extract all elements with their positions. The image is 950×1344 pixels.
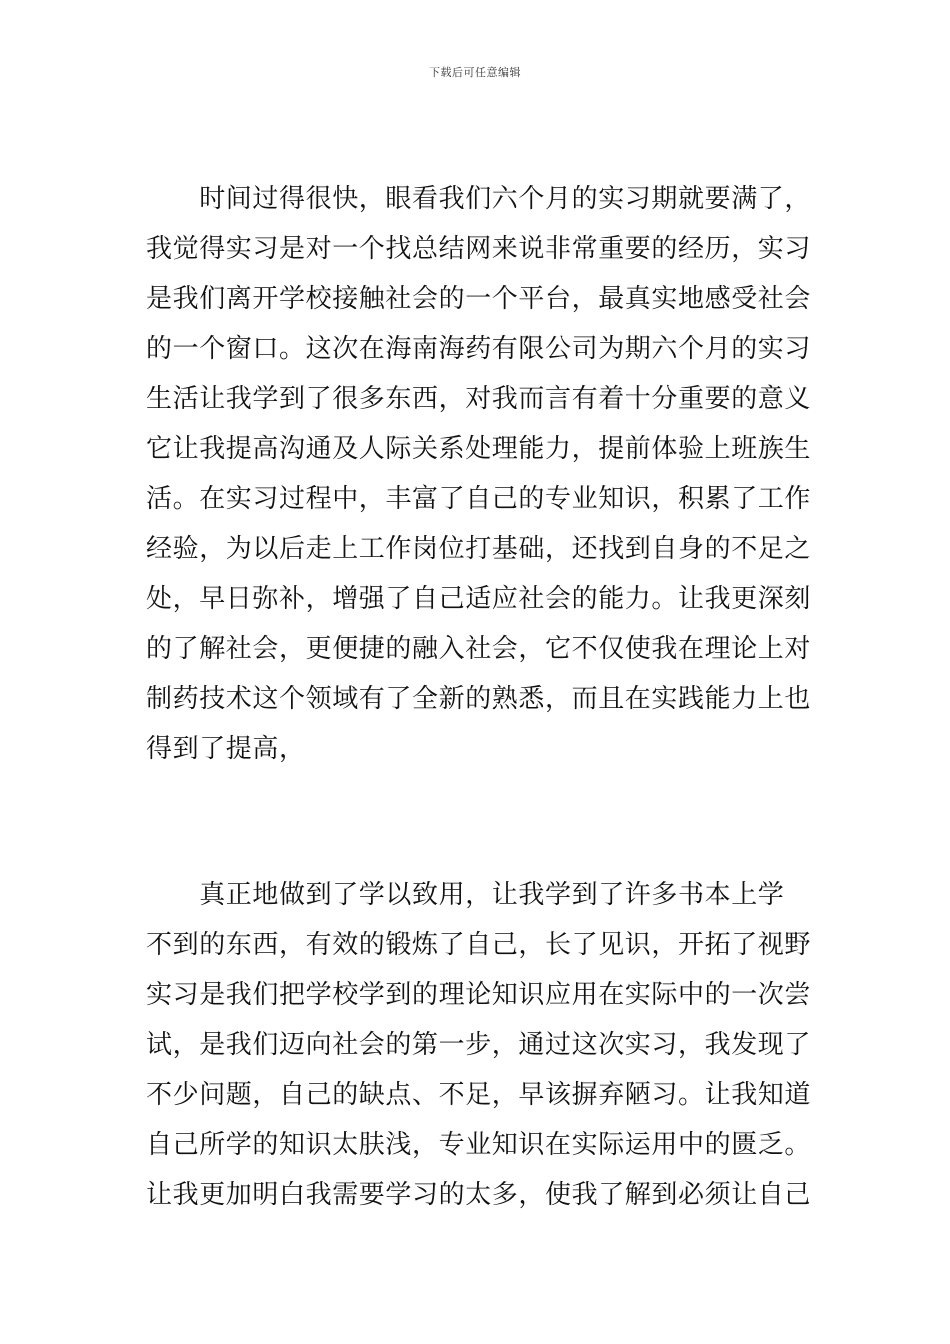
text-line: 不少问题，自己的缺点、不足，早该摒弃陋习。让我知道 <box>146 1080 812 1110</box>
page-header: 下载后可任意编辑 <box>429 66 521 79</box>
text-line: 制药技术这个领域有了全新的熟悉，而且在实践能力上也 <box>146 684 812 714</box>
text-line: 真正地做到了学以致用，让我学到了许多书本上学 <box>146 880 785 910</box>
text-line: 处，早日弥补，增强了自己适应社会的能力。让我更深刻 <box>146 584 812 614</box>
text-line: 的一个窗口。这次在海南海药有限公司为期六个月的实习 <box>146 334 812 364</box>
paragraph-2 <box>146 870 826 1220</box>
text-line: 的了解社会，更便捷的融入社会，它不仅使我在理论上对 <box>146 634 812 664</box>
text-line: 它让我提高沟通及人际关系处理能力，提前体验上班族生 <box>146 434 812 464</box>
paragraph-1 <box>146 174 826 774</box>
text-line: 是我们离开学校接触社会的一个平台，最真实地感受社会 <box>146 284 812 314</box>
text-line: 经验，为以后走上工作岗位打基础，还找到自身的不足之 <box>146 534 812 564</box>
text-line: 生活让我学到了很多东西，对我而言有着十分重要的意义 <box>146 384 812 414</box>
text-line: 实习是我们把学校学到的理论知识应用在实际中的一次尝 <box>146 980 812 1010</box>
text-line: 我觉得实习是对一个找总结网来说非常重要的经历，实习 <box>146 234 812 264</box>
text-line: 活。在实习过程中，丰富了自己的专业知识，积累了工作 <box>146 484 812 514</box>
text-line: 不到的东西，有效的锻炼了自己，长了见识，开拓了视野 <box>146 930 812 960</box>
text-line: 时间过得很快，眼看我们六个月的实习期就要满了， <box>146 184 812 214</box>
text-line: 自己所学的知识太肤浅，专业知识在实际运用中的匮乏。 <box>146 1130 812 1160</box>
text-line: 试，是我们迈向社会的第一步，通过这次实习，我发现了 <box>146 1030 812 1060</box>
text-line: 得到了提高， <box>146 734 306 764</box>
text-line: 让我更加明白我需要学习的太多，使我了解到必须让自己 <box>146 1180 812 1210</box>
